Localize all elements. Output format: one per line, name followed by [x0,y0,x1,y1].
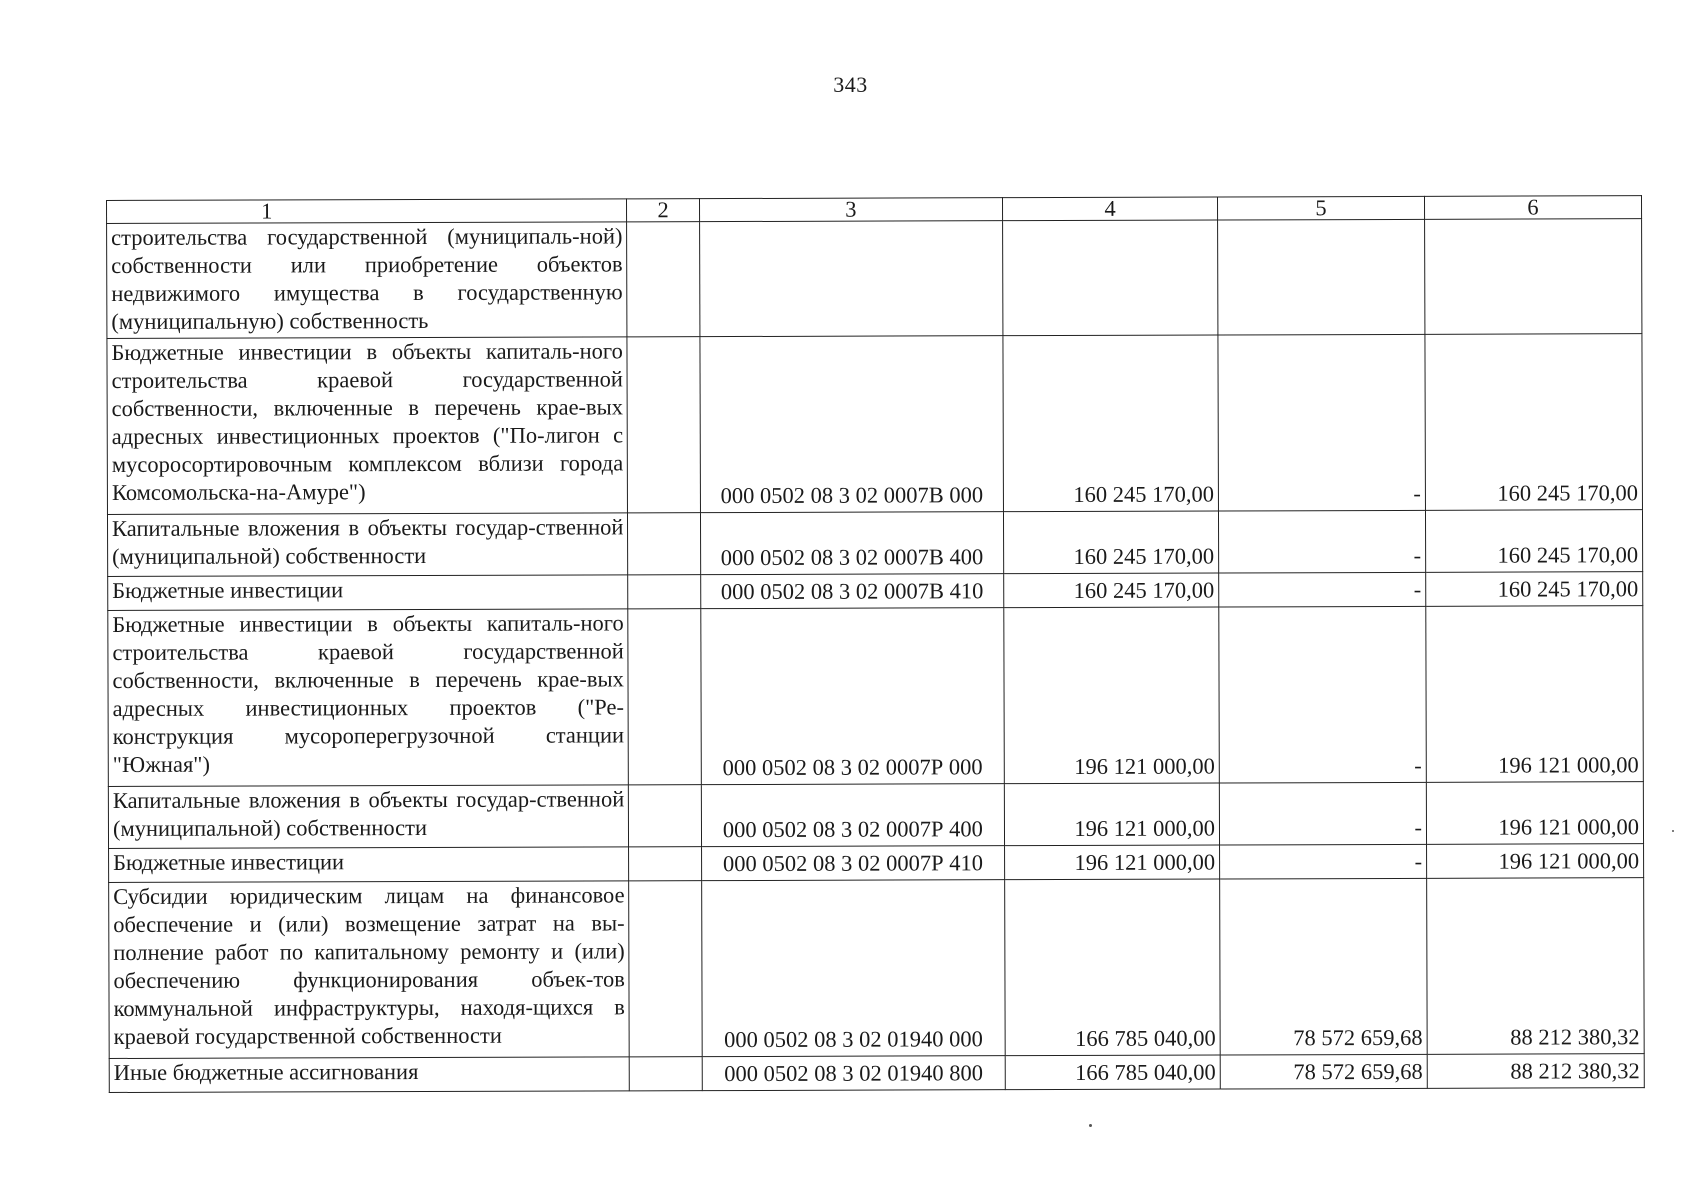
row-description: Капитальные вложения в объекты государ-ственной (муниципальной) собственности [108,785,629,849]
row-col4: 160 245 170,00 [1003,335,1219,512]
column-header-3: 3 [699,198,1002,222]
row-description: Субсидии юридическим лицам на финансовое обеспечение и (или) возмещение затрат на вы-полнение работ по капитальному ремонту и (или) обеспечению функционирования объек-тов коммунальной инфраструктуры, находя-щихся в краевой государственной собственности [109,881,630,1059]
table-row [107,334,1643,515]
row-col4: 196 121 000,00 [1005,845,1220,880]
row-col5: 78 572 659,68 [1220,1054,1427,1089]
row-col2 [629,881,702,1057]
column-header-6: 6 [1424,196,1641,220]
page-number: 343 [833,72,868,97]
row-description: Бюджетные инвестиции в объекты капиталь-ного строительства краевой государственной собственности, включенные в перечень крае-вых адресных инвестиционных проектов ("По-лигон с мусоросортировочным комплексом вблизи города Комсомольска-на-Амуре") [107,337,628,515]
row-col2 [628,513,701,575]
row-description: строительства государственной (муниципаль-ной) собственности или приобретение объектов недвижимого имущества в государственную (муниципальную) собственность [107,222,628,339]
row-code: 000 0502 08 3 02 0007Р 400 [701,784,1005,847]
row-col2 [628,609,701,785]
row-col5: - [1219,606,1426,783]
row-description: Капитальные вложения в объекты государ-ственной (муниципальной) собственности [107,513,628,577]
table-row [107,219,1642,339]
row-col6: 196 121 000,00 [1426,844,1643,879]
row-description: Бюджетные инвестиции в объекты капиталь-ного строительства краевой государственной собственности, включенные в перечень крае-вых адресных инвестиционных проектов ("Ре-конструкция мусороперегрузочной станции "Южная") [108,609,629,787]
row-col4: 160 245 170,00 [1004,573,1219,608]
row-col6: 88 212 380,32 [1427,1054,1644,1089]
row-col5: - [1219,782,1426,845]
row-col6 [1425,219,1642,335]
row-col2 [628,575,700,609]
scan-speck [1089,1124,1092,1127]
row-code: 000 0502 08 3 02 0007Р 000 [700,608,1004,785]
row-col6: 196 121 000,00 [1426,606,1644,783]
row-col4: 196 121 000,00 [1004,607,1220,784]
row-description: Бюджетные инвестиции [109,847,629,883]
row-col4 [1003,220,1218,336]
table-row [108,572,1643,611]
row-code: 000 0502 08 3 02 0007Р 410 [701,846,1004,881]
row-code [699,221,1003,337]
row-col5: - [1219,572,1426,607]
row-col5: - [1218,334,1425,511]
row-description: Иные бюджетные ассигнования [109,1057,629,1093]
row-col5: - [1220,844,1427,879]
table-row [107,510,1642,577]
row-code: 000 0502 08 3 02 0007В 000 [700,336,1004,513]
row-code: 000 0502 08 3 02 01940 800 [702,1056,1005,1091]
row-col2 [629,847,701,881]
table-row [109,1054,1644,1093]
scan-speck [1672,830,1674,832]
row-col2 [627,222,700,337]
table-row [109,844,1644,883]
row-col5: - [1219,510,1426,573]
row-col2 [630,1057,702,1091]
row-col5 [1218,219,1425,335]
column-header-5: 5 [1218,196,1425,220]
row-col2 [629,785,702,847]
table-row [108,782,1643,849]
row-col5: 78 572 659,68 [1220,878,1427,1055]
row-col6: 160 245 170,00 [1426,572,1643,607]
table-row [108,606,1644,787]
row-col4: 166 785 040,00 [1005,1055,1220,1090]
column-header-1: 1 [107,199,627,224]
row-col4: 196 121 000,00 [1004,783,1219,846]
row-col6: 160 245 170,00 [1425,510,1642,573]
row-col2 [627,337,700,513]
row-col6: 88 212 380,32 [1427,878,1645,1055]
row-col4: 166 785 040,00 [1005,879,1221,1056]
column-header-2: 2 [627,199,699,222]
row-code: 000 0502 08 3 02 0007В 400 [700,512,1004,575]
row-code: 000 0502 08 3 02 01940 000 [701,880,1005,1057]
row-col4: 160 245 170,00 [1004,511,1219,574]
row-code: 000 0502 08 3 02 0007В 410 [700,574,1003,609]
row-col6: 196 121 000,00 [1426,782,1643,845]
row-col6: 160 245 170,00 [1425,334,1643,511]
budget-table [106,195,1645,1093]
row-description: Бюджетные инвестиции [108,575,628,611]
column-header-4: 4 [1003,197,1218,221]
table-row [109,878,1645,1059]
